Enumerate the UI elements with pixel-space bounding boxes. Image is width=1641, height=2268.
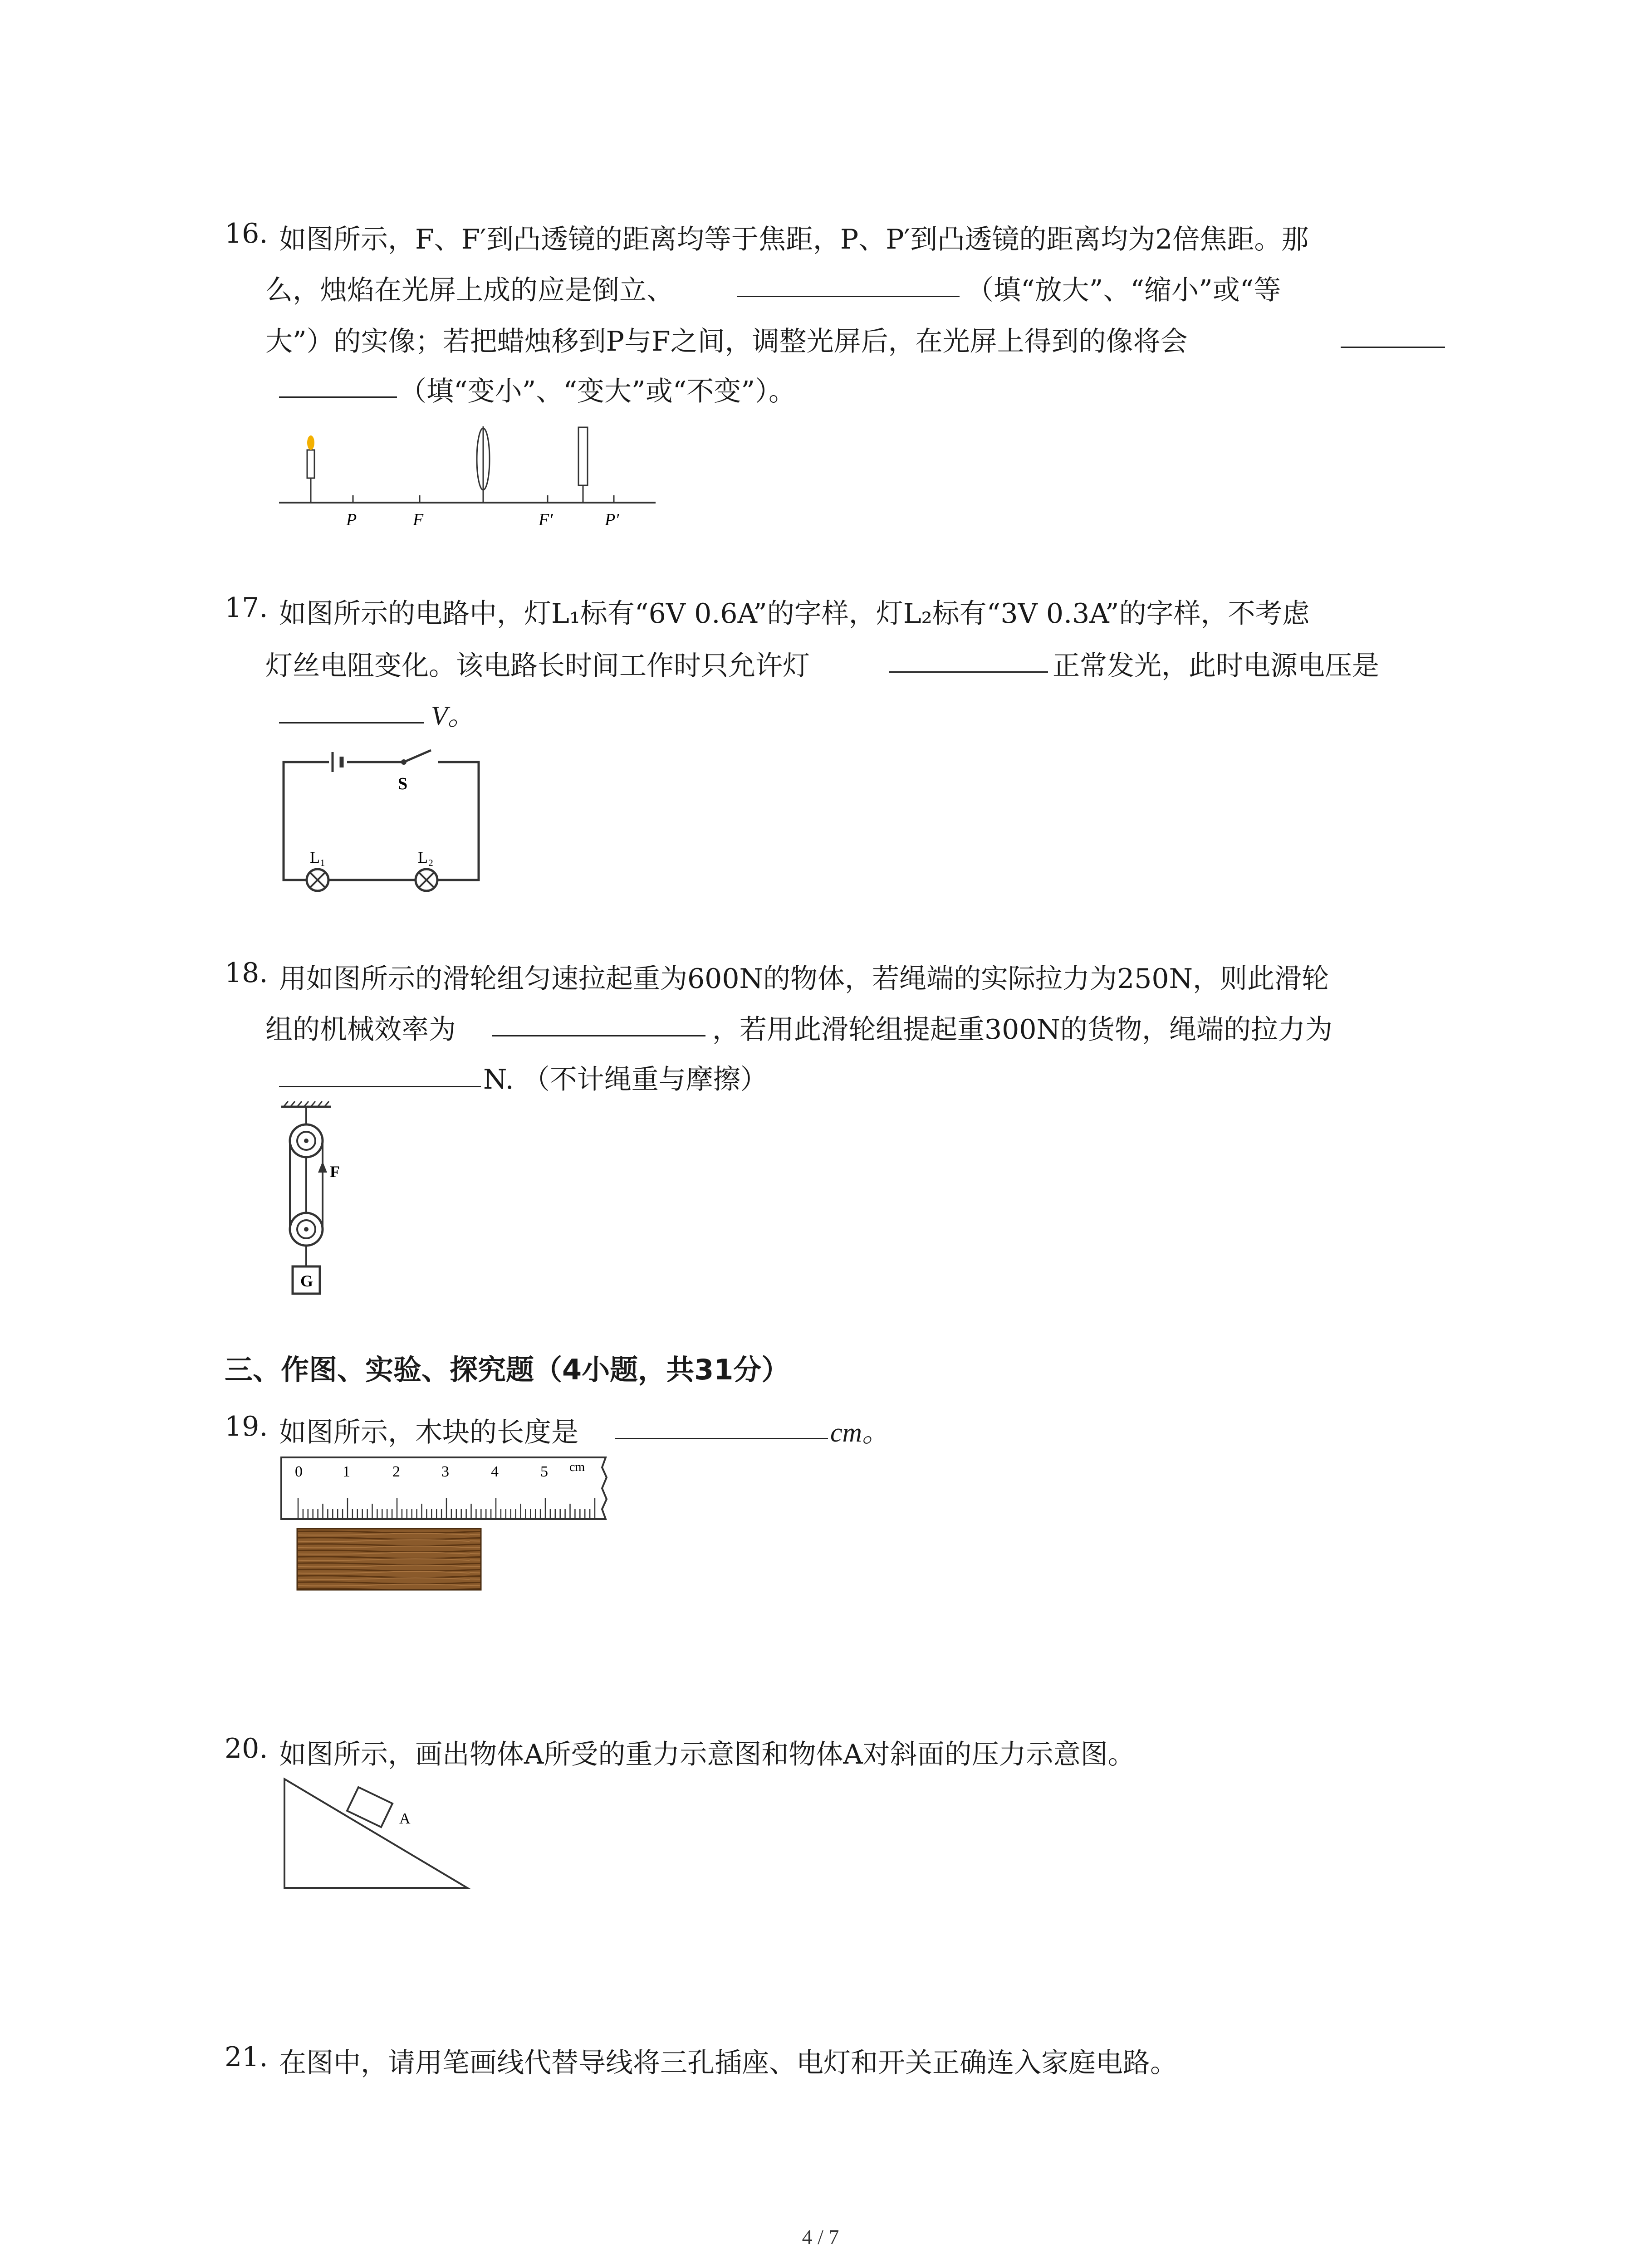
q16-blank-2a[interactable]: [1341, 323, 1445, 348]
weight-label: G: [300, 1272, 314, 1290]
ruler-tick-1: 1: [343, 1463, 350, 1480]
candle-icon: [307, 435, 314, 503]
battery-icon: [329, 752, 347, 772]
q16-blank-2b[interactable]: [279, 373, 397, 398]
q16-number: 16.: [225, 218, 268, 249]
q21-number: 21.: [225, 2041, 268, 2073]
ruler-tick-5: 5: [540, 1463, 548, 1480]
q18-line3: N. （不计绳重与摩擦）: [483, 1064, 768, 1095]
switch-icon: [398, 750, 438, 793]
q16-line3: 大”）的实像；若把蜡烛移到P与F之间，调整光屏后，在光屏上得到的像将会: [265, 326, 1188, 357]
lamp-l1-label: L₁: [310, 848, 326, 866]
fixed-pulley-icon: [290, 1124, 323, 1157]
q20-number: 20.: [225, 1733, 268, 1765]
lamp-l2-label: L₂: [418, 848, 434, 866]
q16-blank-1[interactable]: [737, 272, 960, 297]
q18-blank-2[interactable]: [279, 1062, 481, 1087]
q17-blank-1[interactable]: [889, 648, 1048, 673]
q16-line2-text: 么，烛焰在光屏上成的应是倒立、: [265, 274, 674, 306]
switch-label: S: [398, 774, 408, 793]
ruler-tick-4: 4: [491, 1463, 499, 1480]
label-f: F: [413, 510, 424, 529]
q18-blank-1[interactable]: [492, 1012, 705, 1036]
section-heading: 三、作图、实验、探究题（4小题，共31分）: [225, 1353, 790, 1386]
force-arrow-icon: [318, 1161, 340, 1202]
q19-line1: 如图所示，木块的长度是: [279, 1417, 578, 1448]
q17-number: 17.: [225, 592, 268, 624]
lens-diagram: [279, 426, 656, 531]
ruler-diagram: [279, 1454, 615, 1599]
q17-line1: 如图所示的电路中，灯L₁标有“6V 0.6A”的字样，灯L₂标有“3V 0.3A”的字样，不考虑: [279, 598, 1310, 630]
q20-line1: 如图所示，画出物体A所受的重力示意图和物体A对斜面的压力示意图。: [279, 1739, 1135, 1770]
ruler-unit: cm: [569, 1460, 585, 1474]
q17-unit: V。: [431, 701, 475, 731]
q18-number: 18.: [225, 957, 268, 989]
ruler-tick-2: 2: [392, 1463, 400, 1480]
convex-lens-icon: [477, 426, 490, 503]
lamp-l2-icon: [416, 848, 437, 891]
lamp-l1-icon: [307, 848, 328, 891]
label-f-prime: F′: [539, 510, 553, 529]
wood-block: [297, 1529, 481, 1590]
q17-blank-2[interactable]: [279, 699, 424, 723]
incline-diagram: [279, 1774, 479, 1896]
q19-blank-1[interactable]: [615, 1414, 828, 1439]
q18-line2: 组的机械效率为: [265, 1014, 456, 1046]
q16-line4: （填“变小”、“变大”或“不变”）。: [399, 376, 796, 407]
page-number: 4 / 7: [802, 2225, 839, 2248]
circuit-diagram: [279, 744, 483, 894]
movable-pulley-icon: [290, 1213, 323, 1246]
q17-line2-tail: 正常发光，此时电源电压是: [1053, 650, 1379, 682]
force-label: F: [330, 1163, 340, 1181]
ruler-tick-0: 0: [295, 1463, 303, 1480]
screen-icon: [578, 427, 588, 503]
q16-line2-tail: （填“放大”、“缩小”或“等: [966, 274, 1281, 306]
block-a-label: A: [399, 1810, 411, 1827]
q18-line1: 用如图所示的滑轮组匀速拉起重为600N的物体，若绳端的实际拉力为250N，则此滑轮: [279, 963, 1329, 995]
ceiling-icon: [281, 1101, 331, 1107]
ruler: [281, 1457, 607, 1519]
label-p: P: [346, 510, 357, 529]
label-p-prime: P′: [605, 510, 619, 529]
pulley-diagram: [279, 1098, 370, 1297]
q16-line1: 如图所示，F、F′到凸透镜的距离均等于焦距，P、P′到凸透镜的距离均为2倍焦距。那: [279, 224, 1309, 255]
q18-line2-tail: ，若用此滑轮组提起重300N的货物，绳端的拉力为: [712, 1014, 1333, 1046]
ruler-tick-3: 3: [441, 1463, 449, 1480]
q17-line2: 灯丝电阻变化。该电路长时间工作时只允许灯: [265, 650, 810, 682]
q19-number: 19.: [225, 1411, 268, 1442]
q19-unit: cm。: [830, 1418, 889, 1447]
weight-box-icon: [293, 1266, 320, 1294]
q21-line1: 在图中，请用笔画线代替导线将三孔插座、电灯和开关正确连入家庭电路。: [279, 2047, 1177, 2079]
